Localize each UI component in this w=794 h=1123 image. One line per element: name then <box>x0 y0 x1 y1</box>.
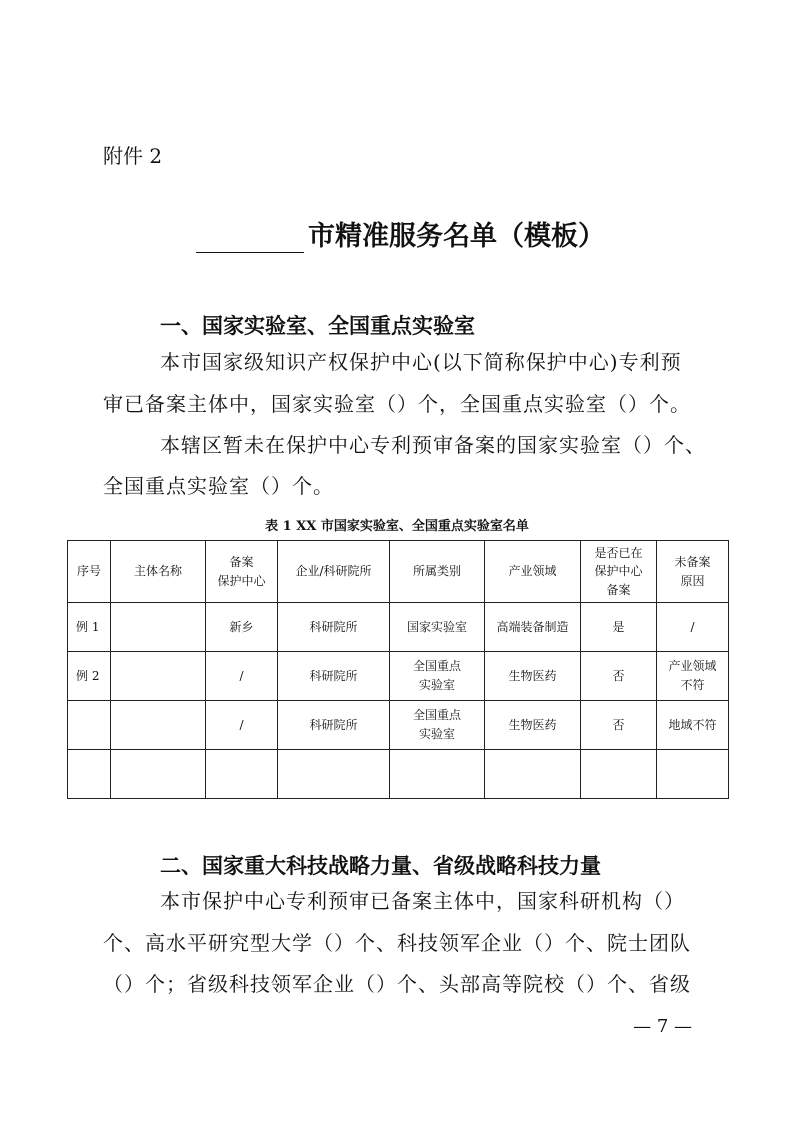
table-header-cell <box>206 541 278 603</box>
table-cell-filed <box>581 701 657 750</box>
table-cell-no <box>68 603 111 652</box>
table-cell-category <box>390 750 485 799</box>
header-text: 所属类别 <box>412 564 461 579</box>
table-cell-field <box>485 652 581 701</box>
header-text: 保护中心 <box>217 573 266 588</box>
table-cell-filed <box>581 652 657 701</box>
cell-text: 科研院所 <box>309 619 358 634</box>
table-cell-center <box>206 603 278 652</box>
table-cell-field <box>485 750 581 799</box>
table-header-cell <box>657 541 729 603</box>
table-cell-reason <box>657 603 729 652</box>
section1-heading: 一、国家实验室、全国重点实验室 <box>160 314 475 338</box>
table-header-cell <box>581 541 657 603</box>
header-text: 未备案 <box>674 554 711 569</box>
cell-text: / <box>239 717 244 732</box>
table-cell-org <box>278 603 390 652</box>
cell-text: / <box>690 619 695 634</box>
table-cell-center <box>206 652 278 701</box>
table-row <box>68 652 729 701</box>
cell-text: 否 <box>612 717 625 732</box>
cell-text: 国家实验室 <box>406 619 467 634</box>
table-cell-no <box>68 701 111 750</box>
document-title <box>196 214 605 253</box>
cell-text: 科研院所 <box>309 717 358 732</box>
table-cell-center <box>206 750 278 799</box>
table-cell-org <box>278 750 390 799</box>
table-cell-org <box>278 652 390 701</box>
cell-text: 全国重点 <box>412 659 461 674</box>
table-cell-reason <box>657 652 729 701</box>
cell-text: 是 <box>612 619 625 634</box>
table-cell-category <box>390 652 485 701</box>
cell-text: 高端装备制造 <box>496 619 569 634</box>
table-caption: 表 1 XX 市国家实验室、全国重点实验室名单 <box>265 519 529 534</box>
header-text: 企业/科研院所 <box>295 564 372 579</box>
page-number: — 7 — <box>633 1016 692 1037</box>
section1-line: 本市国家级知识产权保护中心(以下简称保护中心)专利预 <box>160 350 682 374</box>
cell-text: 否 <box>612 668 625 683</box>
table-row <box>68 701 729 750</box>
table-header-cell <box>485 541 581 603</box>
table-cell-filed <box>581 603 657 652</box>
section2-line: 个、高水平研究型大学（）个、科技领军企业（）个、院士团队 <box>103 931 691 955</box>
table-cell-no <box>68 652 111 701</box>
table-cell-filed <box>581 750 657 799</box>
table-header-cell <box>278 541 390 603</box>
title-city-blank <box>196 226 304 253</box>
laboratory-table <box>67 540 729 799</box>
table-header-cell <box>111 541 206 603</box>
table-cell-center <box>206 701 278 750</box>
section2-line: 本市保护中心专利预审已备案主体中，国家科研机构（） <box>160 889 685 913</box>
table-header-cell <box>68 541 111 603</box>
cell-text: 不符 <box>680 678 705 692</box>
cell-text: 新乡 <box>229 619 254 634</box>
header-text: 是否已在 <box>594 545 643 560</box>
attachment-label: 附件 2 <box>103 144 163 168</box>
table-cell-name <box>111 603 206 652</box>
table-cell-org <box>278 701 390 750</box>
header-text: 备案 <box>606 582 631 597</box>
header-text: 主体名称 <box>133 564 182 579</box>
table-cell-reason <box>657 701 729 750</box>
cell-text: 全国重点 <box>412 708 461 723</box>
section1-line: 全国重点实验室（）个。 <box>103 474 334 498</box>
cell-text: 产业领域 <box>668 659 717 674</box>
cell-text: 实验室 <box>418 678 455 692</box>
table-cell-field <box>485 603 581 652</box>
table-cell-name <box>111 750 206 799</box>
cell-text: 生物医药 <box>508 717 557 732</box>
table-cell-category <box>390 603 485 652</box>
cell-text: 生物医药 <box>508 668 557 683</box>
table-cell-category <box>390 701 485 750</box>
table-cell-no <box>68 750 111 799</box>
cell-text: 实验室 <box>418 727 455 741</box>
table-cell-reason <box>657 750 729 799</box>
header-text: 备案 <box>229 554 254 569</box>
cell-text: 科研院所 <box>309 668 358 683</box>
table-header-row <box>68 541 729 603</box>
table-row <box>68 750 729 799</box>
header-text: 原因 <box>680 573 705 588</box>
table-cell-name <box>111 652 206 701</box>
table-row <box>68 603 729 652</box>
cell-text: 例 1 <box>76 619 100 634</box>
section2-heading: 二、国家重大科技战略力量、省级战略科技力量 <box>160 854 601 878</box>
header-text: 产业领域 <box>508 564 557 579</box>
section2-line: （）个；省级科技领军企业（）个、头部高等院校（）个、省级 <box>103 972 691 996</box>
header-text: 序号 <box>76 564 101 579</box>
cell-text: 地域不符 <box>668 717 717 732</box>
cell-text: / <box>239 668 244 683</box>
title-text: 市精准服务名单（模板） <box>308 221 605 252</box>
cell-text: 例 2 <box>76 668 100 683</box>
table-cell-name <box>111 701 206 750</box>
table-header-cell <box>390 541 485 603</box>
header-text: 保护中心 <box>594 564 643 579</box>
section1-line: 审已备案主体中，国家实验室（）个，全国重点实验室（）个。 <box>103 392 691 416</box>
section1-line: 本辖区暂未在保护中心专利预审备案的国家实验室（）个、 <box>160 433 706 457</box>
table-cell-field <box>485 701 581 750</box>
